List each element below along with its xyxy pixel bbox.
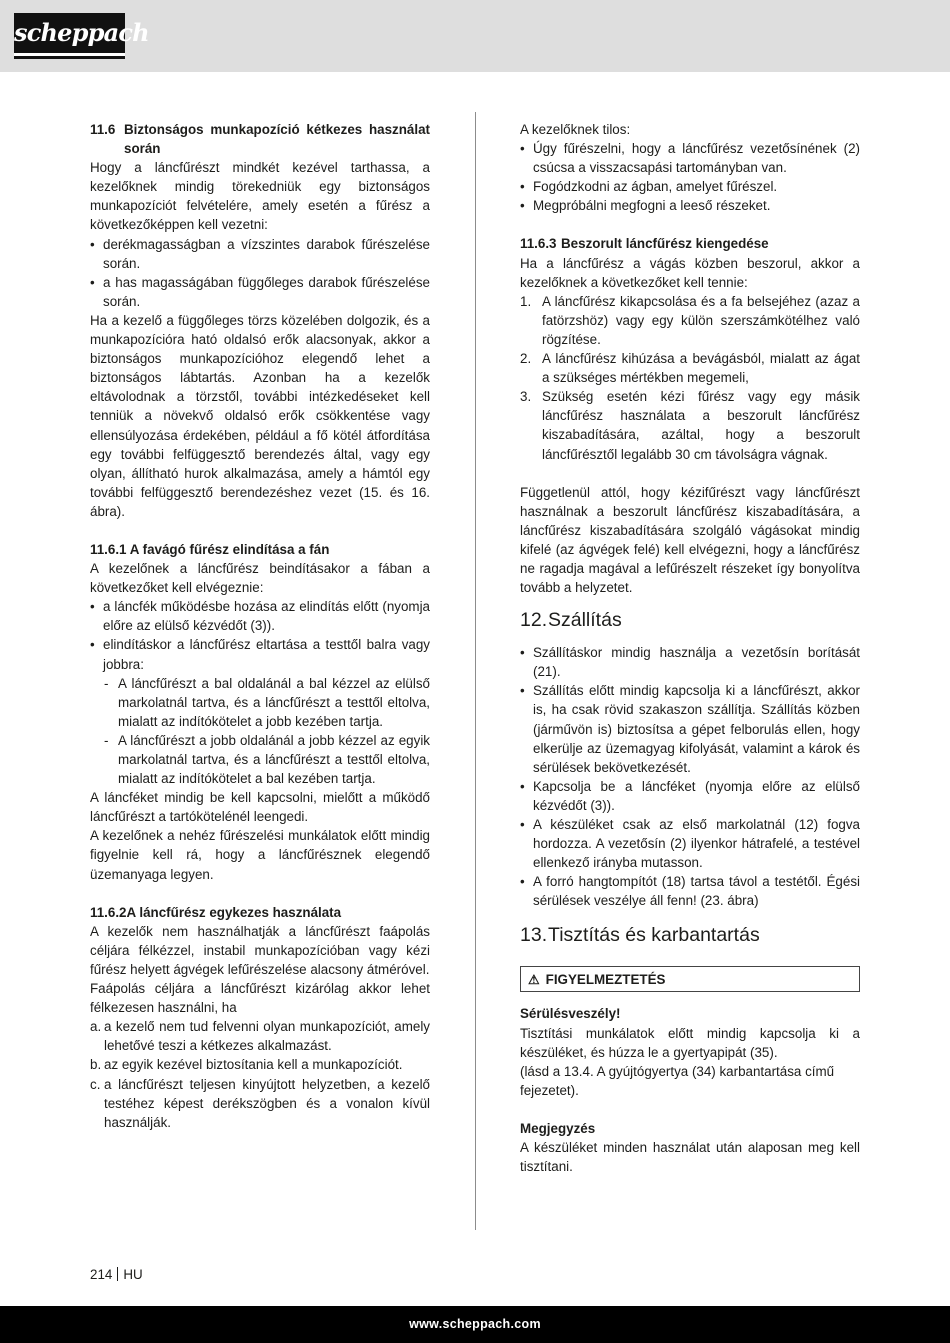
list-item: • Fogódzkodni az ágban, amelyet fűrészel.: [520, 179, 778, 195]
list-item: • a has magasságában függőleges darabok fűrészelése során.: [90, 274, 430, 309]
section-11-6-1-heading: 11.6.1 A favágó fűrész elindítása a fán: [90, 541, 330, 557]
injury-heading: Sérülésveszély!: [520, 1006, 621, 1022]
note-heading: Megjegyzés: [520, 1120, 596, 1136]
section-13-heading: 13. Tisztítás és karbantartás: [520, 924, 760, 947]
warning-triangle-icon: ⚠: [528, 971, 540, 987]
list-item: a. a kezelő nem tud felvenni olyan munkapozíciót, amely lehetővé teszi a kétkezes alkalmazást.: [90, 1019, 430, 1054]
page-number-separator: [117, 1267, 118, 1281]
list-item: 3. Szükség esetén kézi fűrész vagy egy másik láncfűrész használata a beszorult láncfűrész kiszabadítására, azáltal, hogy a beszorult láncfűrésztől legalább 30 cm távolságra vágnak.: [520, 389, 860, 462]
page-number: 214 HU: [90, 1267, 143, 1282]
section-11-6-3-body: Függetlenül attól, hogy kézifűrészt vagy láncfűrészt használnak a beszorult láncfűrész kiszabadítására, a láncfűrész kiszabadítására szolgáló vágásokat mindig kifelé (az ágvégek felé) kell elvégezni, hogy a láncfűrész ne ragadja magával a lefűrészelt részeket így bonyolítva tovább a helyzetet.: [520, 484, 860, 596]
section-11-6-3-intro: Ha a láncfűrész a vágás közben beszorul, akkor a kezelőknek a következőket kell tennie:: [520, 255, 860, 290]
section-11-6-1-dashes: [90, 674, 430, 789]
list-item: • A készüléket csak az első markolatnál (12) fogva hordozza. A vezetősín (2) ilyenkor hátrafelé, a testével ellenkező irányba mutasson.: [520, 817, 860, 871]
section-11-6-intro: Hogy a láncfűrészt mindkét kezével tarthassa, a kezelőknek mindig törekedniük egy biztonságos munkapozíciót felvételére, amely esetén a fűrész a következőképpen kell vezetni:: [90, 160, 430, 233]
section-11-6-2-heading: 11.6.2A láncfűrész egykezes használata: [90, 904, 342, 920]
section-11-6-2-p2: Faápolás céljára a láncfűrészt kizárólag akkor lehet félkezesen használni, ha: [90, 981, 430, 1016]
list-item: 2. A láncfűrész kihúzása a bevágásból, mialatt az ágat a szükséges mértékben megemeli,: [520, 351, 860, 386]
section-11-6-1-bullets: [90, 597, 430, 673]
left-column: [90, 120, 430, 1132]
injury-p1: Tisztítási munkálatok előtt mindig kapcsolja ki a készüléket, és húzza le a gyertyapipát (35).: [520, 1025, 860, 1060]
section-11-6-body: Ha a kezelő a függőleges törzs közelében dolgozik, és a munkapozícióra ható oldalsó erők alacsonyak, akkor a biztonságos munkapozícióhoz elegendő lehet a biztonságos lábtartás. Azonban ha a kezelők eltávolodnak a törzstől, további intézkedéseket kell tenniük a növekvő oldalsó erők csökkentése vagy ellensúlyozása érdekében, például a fő kötél átfordítása egy további felfüggesztő berendezés által, vagy egy olyan, állítható hurok alkalmazása, amely a hámtól egy további felfüggesztő berendezéshez vezet (15. és 16. ábra).: [90, 312, 430, 519]
section-11-6-bullets: [90, 235, 430, 311]
section-11-6-heading: 11.6 Biztonságos munkapozíció kétkezes használat során: [90, 122, 430, 157]
list-item: • A forró hangtompítót (18) tartsa távol a testétől. Égési sérülések veszélye áll fenn! (23. ábra): [520, 874, 860, 909]
list-item: b. az egyik kezével biztosítania kell a munkapozíciót.: [90, 1057, 403, 1073]
section-12-heading: 12. Szállítás: [520, 609, 622, 632]
list-item: • Úgy fűrészelni, hogy a láncfűrész vezetősínének (2) csúcsa a visszacsapási tartományban van.: [520, 141, 860, 176]
section-11-6-2-p1: A kezelők nem használhatják a láncfűrészt faápolás céljára félkézzel, instabil munkapozícióban vagy kézi fűrész helyett ágvégek lefűrészelése alacsony átméróvel.: [90, 923, 430, 977]
forbidden-bullets: [520, 139, 860, 215]
list-item: • derékmagasságban a vízszintes darabok fűrészelése során.: [90, 236, 430, 271]
section-12-bullets: [520, 643, 860, 910]
list-item: • a láncfék működésbe hozása az elindítás előtt (nyomja előre az elülső kézvédőt (3)).: [90, 599, 430, 634]
scheppach-logo: scheppach: [14, 13, 125, 56]
section-11-6-2-list: [90, 1017, 430, 1132]
list-item: • Szállítás előtt mindig kapcsolja ki a láncfűrészt, akkor is, ha csak rövid szakaszon szállítja. Szállítás közben (járművön is) biztosítsa a gépet felborulás ellen, hogy elkerülje az üzemagyag kifolyását, valamint a károk és sérülések bekövetkezését.: [520, 683, 860, 775]
warning-box: [520, 966, 860, 992]
section-11-6-3-steps: [520, 292, 860, 464]
list-item: - A láncfűrészt a bal oldalánál a bal kézzel az elülső markolatnál tartva, és a láncfűrészt a testtől eltolva, mialatt az indítókötelet a jobb kezében tartja.: [104, 675, 430, 729]
page-footer: [0, 1306, 950, 1343]
injury-p2: (lásd a 13.4. A gyújtógyertya (34) karbantartása című fejezetet).: [520, 1063, 835, 1098]
list-item: • Szállításkor mindig használja a vezetősín borítását (21).: [520, 645, 860, 680]
warning-label: FIGYELMEZTETÉS: [545, 971, 666, 987]
section-11-6-3-heading: 11.6.3 Beszorult láncfűrész kiengedése: [520, 236, 769, 252]
list-item: - A láncfűrészt a jobb oldalánál a jobb kézzel az egyik markolatnál tartva, és a láncfűrészt a testtől eltolva, mialatt az indítókötelet a bal kezében tartja.: [104, 732, 430, 787]
section-11-6-1-p2: A kezelőnek a nehéz fűrészelési munkálatok előtt mindig figyelnie kell rá, hogy a láncfűrésznek elegendő üzemanyaga legyen.: [90, 828, 430, 882]
list-item: • Kapcsolja be a láncféket (nyomja előre az elülső kézvédőt (3)).: [520, 778, 860, 813]
note-body: A készüléket minden használat után alaposan meg kell tisztítani.: [520, 1140, 860, 1175]
right-column: [520, 120, 860, 1176]
list-item: • elindításkor a láncfűrész eltartása a testtől balra vagy jobbra:: [90, 637, 430, 672]
column-divider: [475, 112, 476, 1230]
list-item: • Megpróbálni megfogni a leeső részeket.: [520, 198, 771, 214]
list-item: c. a láncfűrészt teljesen kinyújtott helyzetben, a kezelő testéhez képest derékszögben és a vonalon kívül használják.: [90, 1076, 430, 1130]
section-11-6-1-p1: A láncféket mindig be kell kapcsolni, mielőtt a működő láncfűrészt a tartókötelénél leengedi.: [90, 790, 430, 825]
website-link[interactable]: www.scheppach.com: [409, 1317, 541, 1331]
page-header: [0, 0, 950, 72]
list-item: 1. A láncfűrész kikapcsolása és a fa belsejéhez (azaz a fatörzshöz) vagy egy külön szerszámkötélhez való rögzítése.: [520, 293, 860, 347]
section-11-6-1-intro: A kezelőnek a láncfűrész beindításakor a fában a következőket kell elvégeznie:: [90, 561, 430, 596]
forbidden-intro: A kezelőknek tilos:: [520, 122, 631, 137]
